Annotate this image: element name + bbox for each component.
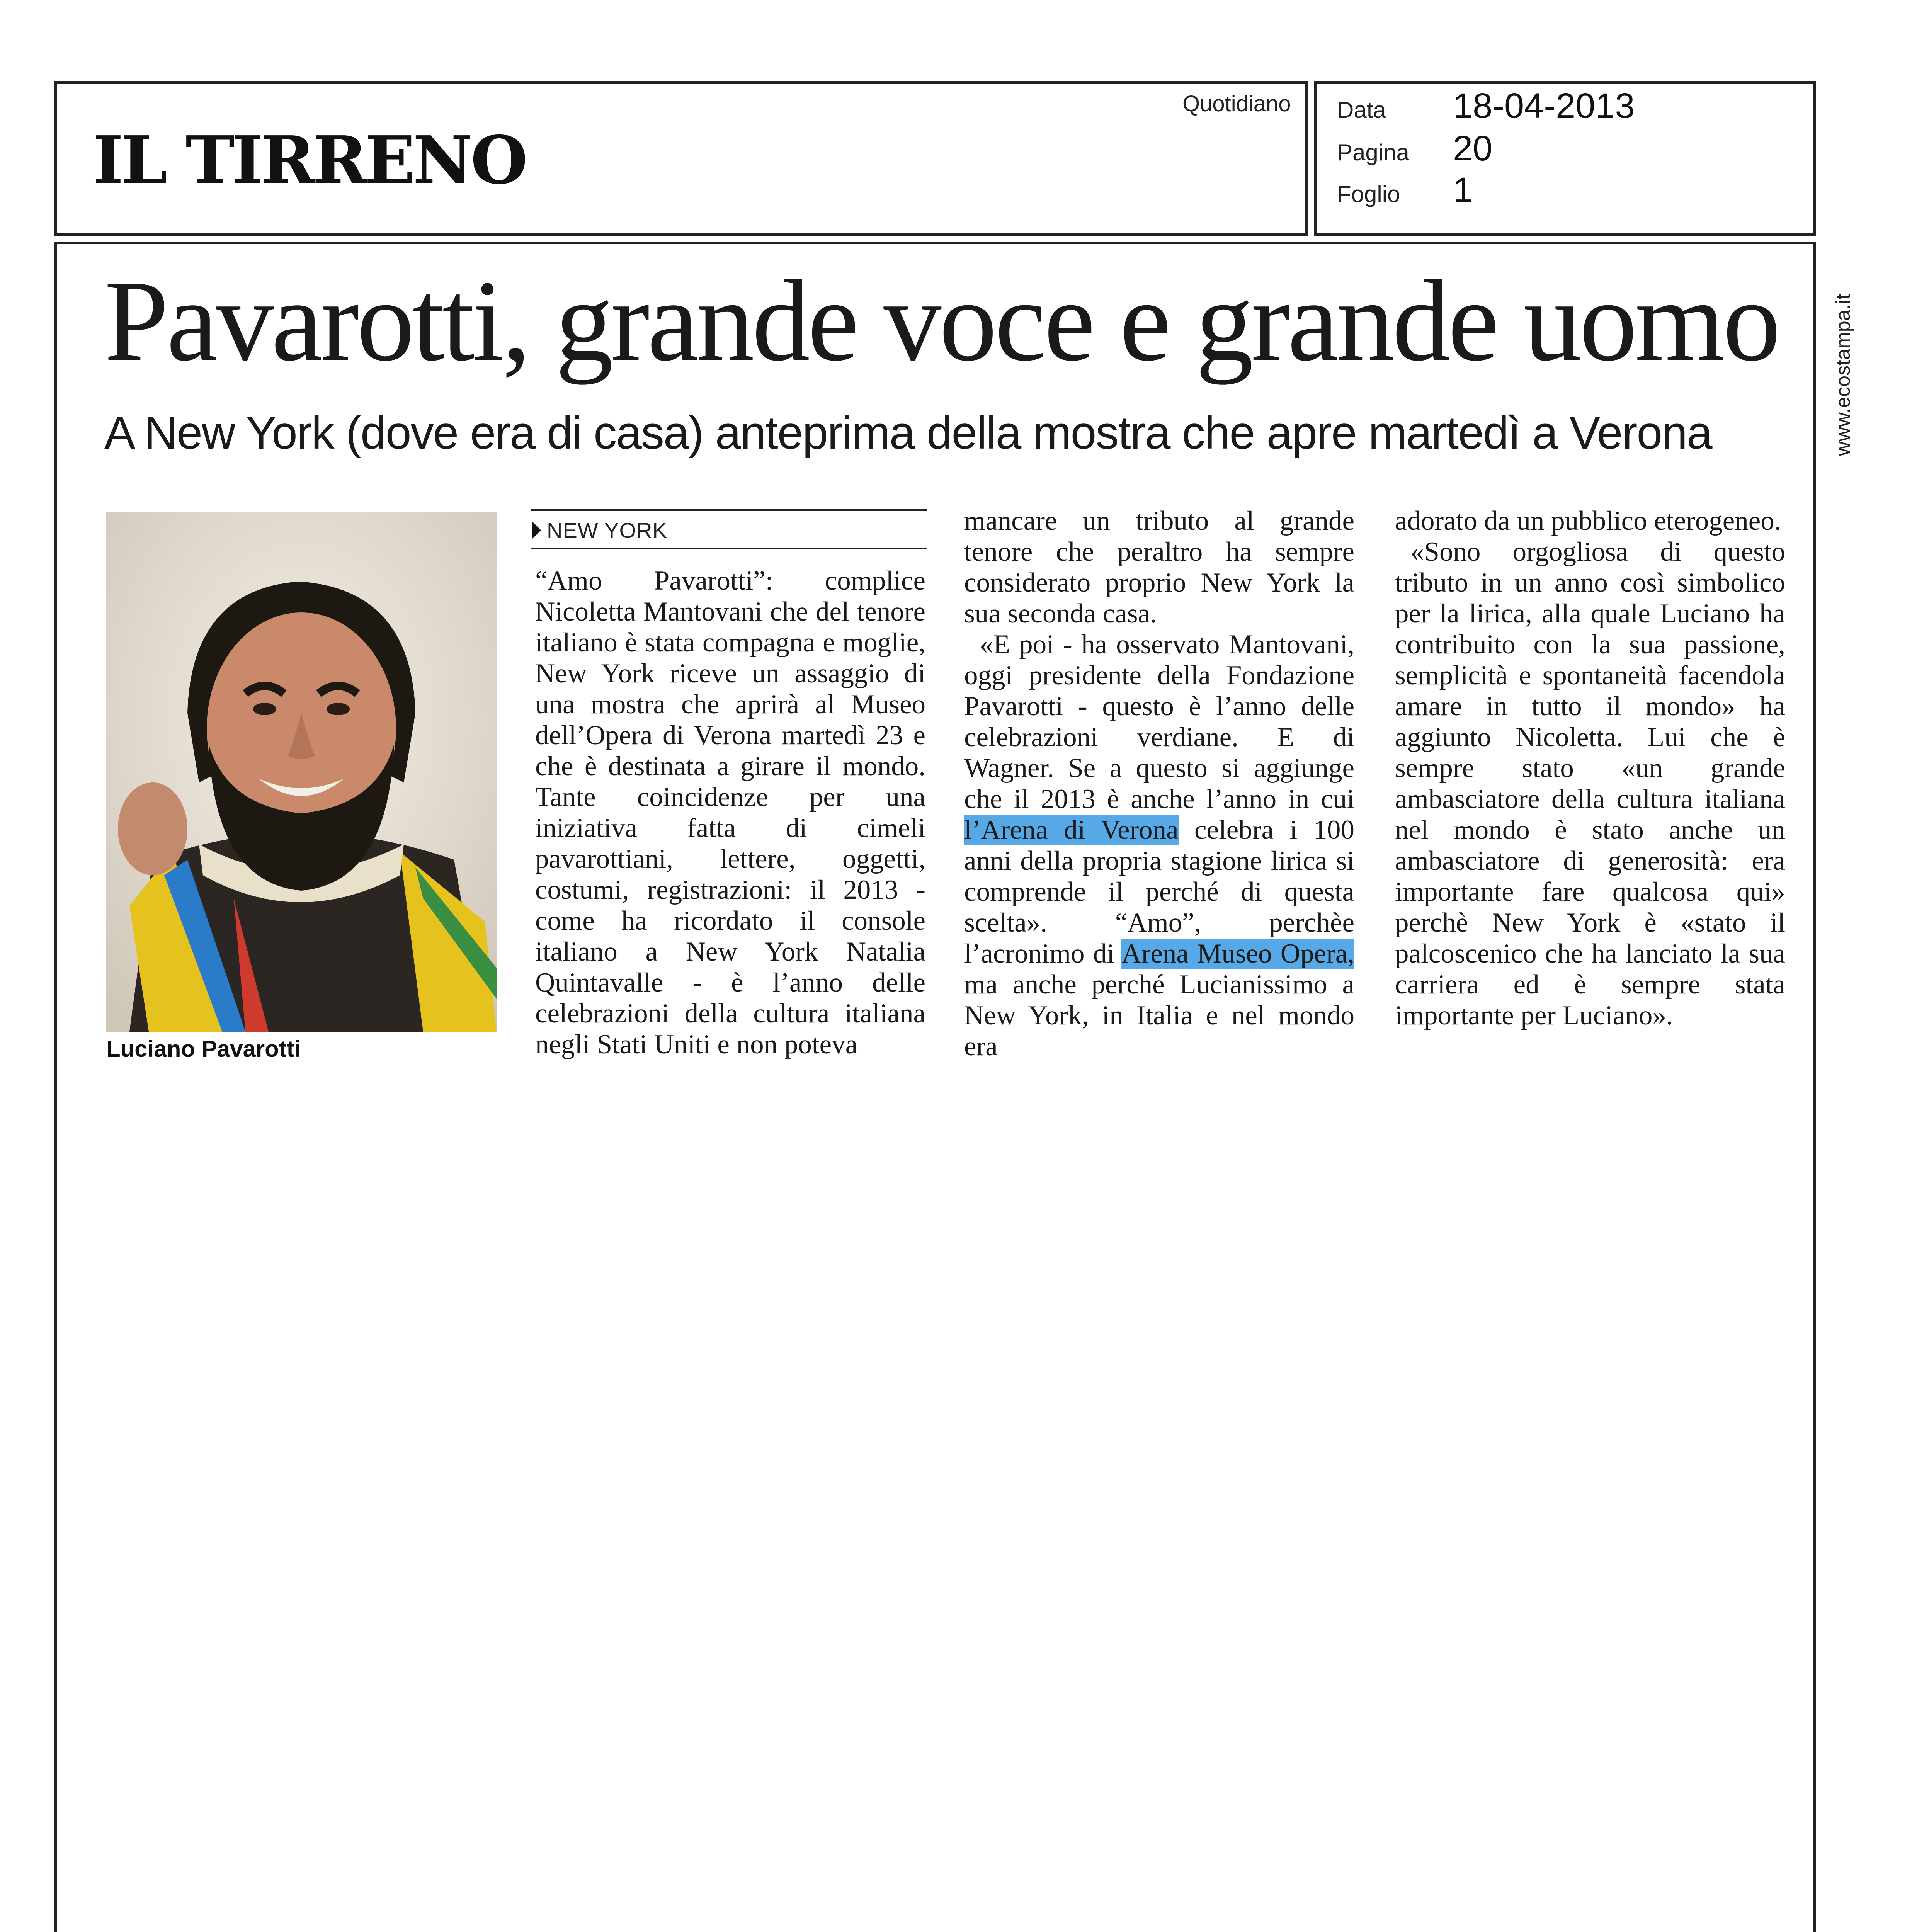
article-column-2 [964,505,1354,1062]
photo-caption: Luciano Pavarotti [106,1036,301,1062]
meta-label-data: Data [1337,97,1386,123]
side-website: www.ecostampa.it [1832,294,1854,456]
article-column-3 [1395,505,1785,1031]
meta-label-pagina: Pagina [1337,139,1409,165]
publication-type: Quotidiano [1182,91,1291,116]
column-2-text-a: «E poi - ha osservato Mantovani, oggi presidente della Fondazione Pavarotti - questo è l’anno delle celebrazioni verdiane. E di Wagner. Se a questo si aggiunge che il 2013 è anche l’anno in cui [964,629,1354,814]
meta-value-data: 18-04-2013 [1453,86,1635,126]
article-headline: Pavarotti, grande voce e grande uomo [104,257,1779,385]
pavarotti-photo [106,512,497,1032]
column-1-text: “Amo Pavarotti”: complice Nicoletta Mantovani che del tenore italiano è stata compagna e moglie, New York riceve un assaggio di una mostra che aprirà al Museo dell’Opera di Verona martedì 23 e che è destinata a girare il mondo. Tante coincidenze per una iniziativa fatta di cimeli pavarottiani, lettere, oggetti, costumi, registrazioni: il 2013 - come ha ricordato il console italiano a New York Natalia Quintavalle - è l’anno delle celebrazioni della cultura italiana negli Stati Uniti e non poteva [535,566,925,1060]
meta-value-foglio: 1 [1453,170,1473,210]
article-subhead: A New York (dove era di casa) anteprima della mostra che apre martedì a Verona [104,407,1712,459]
dateline: NEW YORK [547,518,667,543]
column-2-paragraph-2 [964,629,1354,1062]
dateline-rule-top [531,509,927,511]
column-3-paragraph-1: adorato da un pubblico eterogeneo. [1395,506,1781,536]
dateline-marker-icon [532,522,541,539]
highlight-arena-museo-opera: Arena Museo Opera, [1121,939,1354,969]
meta-label-foglio: Foglio [1337,181,1400,207]
clipping-frame [54,242,1816,1932]
masthead: IL TIRRENO [93,122,526,199]
dateline-rule-bottom [531,548,927,549]
column-2-text-c: ma anche perché Lucianissimo a New York, in Italia e nel mondo era [964,969,1354,1061]
highlight-arena-di-verona: l’Arena di Verona [964,815,1179,845]
column-2-paragraph-1: mancare un tributo al grande tenore che peraltro ha sempre considerato proprio New York la sua seconda casa. [964,506,1354,629]
column-2-text-b: celebra i 100 anni della propria stagione lirica si comprende il perché di questa scelta». “Amo”, perchèe l’acronimo di [964,815,1354,969]
column-3-paragraph-2: «Sono orgogliosa di questo tributo in un anno così simbolico per la lirica, alla quale Luciano ha contribuito con la sua passione, semplicità e spontaneità facendola amare in tutto il mondo» ha aggiunto Nicoletta. Lui che è sempre stato «un grande ambasciatore della cultura italiana nel mondo è stato anche un ambasciatore di generosità: era importante fare qualcosa qui» perchè New York è «stato il palcoscenico che ha lanciato la sua carriera ed è sempre stata importante per Luciano». [1395,537,1785,1031]
meta-value-pagina: 20 [1453,129,1493,168]
article-column-1 [535,565,925,1060]
